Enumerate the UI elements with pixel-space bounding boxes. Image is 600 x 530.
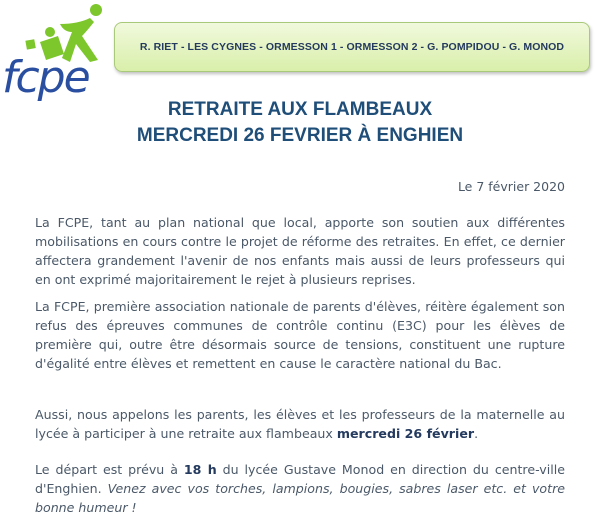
paragraph-3 bbox=[35, 405, 565, 443]
p4-after: du lycée Gustave Monod en direction du centre-ville d'Enghien. bbox=[35, 462, 565, 496]
p4-bold-time: 18 h bbox=[183, 462, 217, 477]
p3-end: . bbox=[474, 426, 479, 441]
schools-banner bbox=[114, 22, 590, 72]
date: Le 7 février 2020 bbox=[457, 179, 565, 194]
paragraph-1: La FCPE, tant au plan national que local, apporte son soutien aux différentes mobilisations en cours contre le projet de réforme des retraites. En effet, ce dernier affectera grandement l'avenir de nos enfants mais aussi de leurs professeurs qui en ont exprimé majoritairement le rejet à plusieurs reprises. bbox=[35, 215, 565, 287]
p3-text: Aussi, nous appelons les parents, les élèves et les professeurs de la maternelle au lycée à participer à une retraite aux flambeaux bbox=[35, 407, 565, 441]
fcpe-logo bbox=[0, 2, 112, 102]
page-title bbox=[0, 97, 600, 149]
schools-list: R. RIET - LES CYGNES - ORMESSON 1 - ORMESSON 2 - G. POMPIDOU - G. MONOD bbox=[139, 41, 565, 53]
paragraph-4 bbox=[35, 460, 565, 517]
p4-italic: Venez avec vos torches, lampions, bougies, sabres laser etc. et votre bonne humeur ! bbox=[35, 481, 565, 515]
paragraph-2: La FCPE, première association nationale de parents d'élèves, réitère également son refus des épreuves communes de contrôle continu (E3C) pour les élèves de première qui, outre être désormais source de tensions, constituent une rupture d'égalité entre élèves et remettent en cause le caractère national du Bac. bbox=[35, 299, 565, 371]
title-line-2: MERCREDI 26 FEVRIER À ENGHIEN bbox=[136, 125, 464, 146]
title-line-1: RETRAITE AUX FLAMBEAUX bbox=[167, 99, 433, 120]
p4-before: Le départ est prévu à bbox=[35, 462, 184, 477]
svg-text:fcpe: fcpe bbox=[2, 52, 89, 102]
p3-bold-date: mercredi 26 février bbox=[336, 426, 475, 441]
